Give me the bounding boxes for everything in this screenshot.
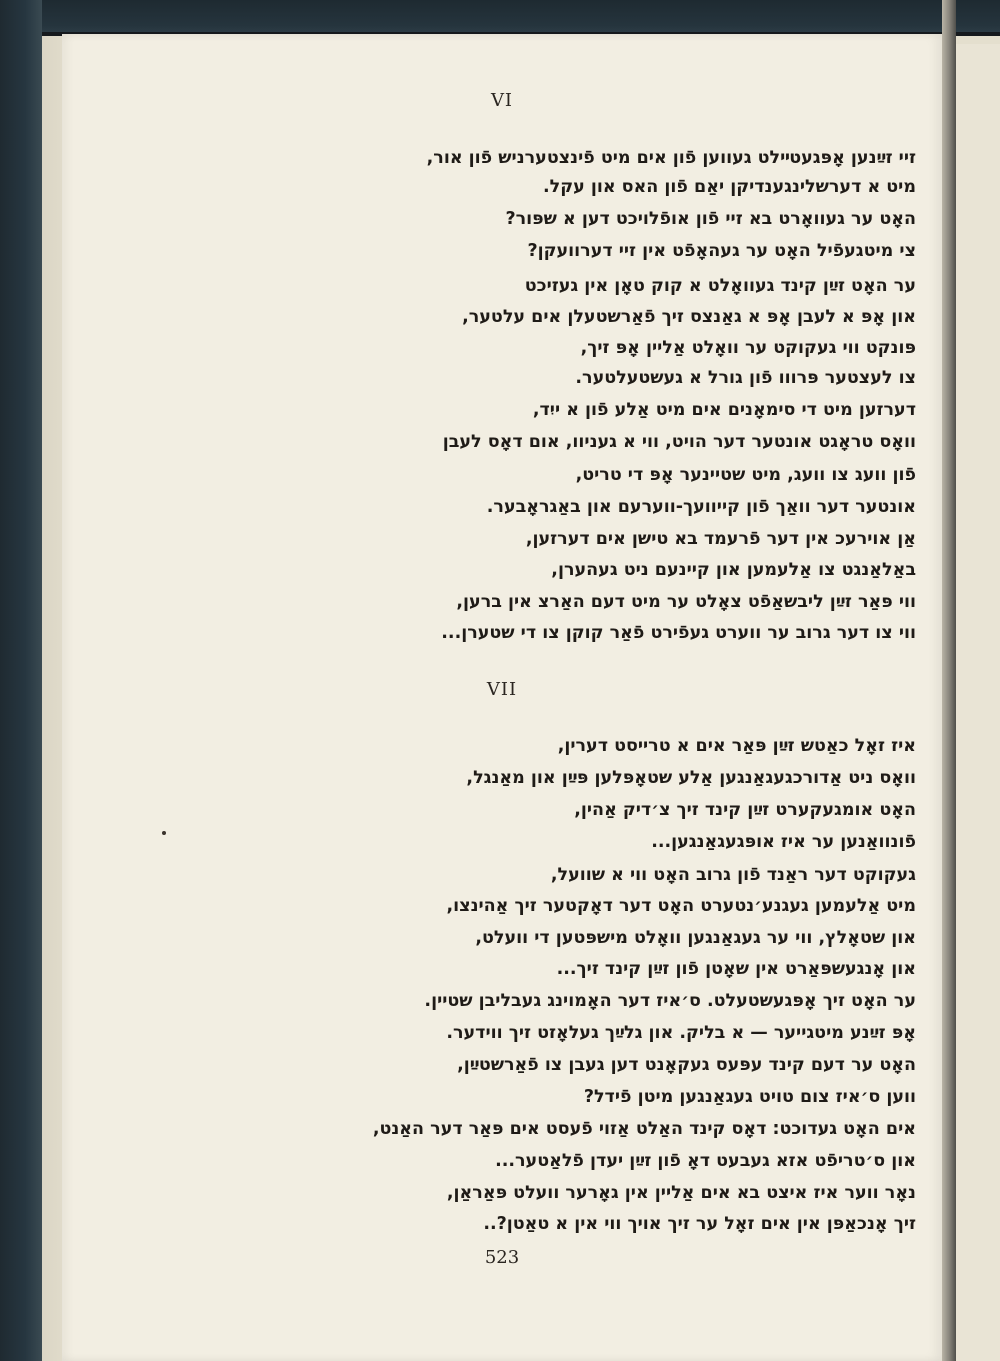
verse-line: אונטער דער וואַך פֿון קייוועך-ווערעם און באַגראָבער.: [486, 497, 916, 517]
verse-line: האָט אומגעקערט זײַן קינד זיך צ׳דיק אַהין,: [574, 800, 916, 820]
verse-line: וואָס טראָגט אונטער דער הויט, ווי א געניוו, אום דאָס לעבן: [442, 432, 916, 452]
page-number: 523: [484, 1247, 520, 1268]
verse-line: האָט ער דעם קינד עפּעס געקאָנט דען געבן צו פֿאַרשטײַן,: [457, 1055, 916, 1075]
facing-page-edge: [956, 44, 1000, 1361]
verse-line: ער האָט זײַן קינד געוואָלט א קוק טאָן אין געזיכט: [524, 276, 916, 296]
verse-line: ווען ס׳איז צום טויט געגאַנגען מיטן פֿידל?: [583, 1087, 916, 1107]
verse-line: צי מיטגעפֿיל האָט ער געהאָפֿט אין זיי דערוועקן?: [527, 241, 916, 261]
section-heading-vii: VII: [486, 679, 518, 700]
book-gutter: [942, 0, 956, 1361]
verse-line: און אָנגעשפּאַרט אין שאָטן פֿון זײַן קינד זיך...: [556, 959, 916, 979]
verse-line: אַן אוירעכ אין דער פֿרעמד בא טישן אים דערזען,: [525, 529, 916, 549]
book-binding: [0, 0, 42, 1361]
section-heading-vi: VI: [490, 90, 514, 111]
verse-line: צו לעצטער פּרווו פֿון גורל א געשטעלטער.: [575, 368, 916, 388]
verse-line: געקוקט דער ראַנד פֿון גרוב האָט ווי א שוועל,: [550, 865, 916, 885]
verse-line: ווי פּאַר זײַן ליבשאַפֿט צאָלט ער מיט דעם האַרצ אין ברען,: [456, 592, 916, 612]
verse-line: אָפּ זײַנע מיטגייער — א בליק. און גלײַך געלאָזט זיך ווידער.: [446, 1023, 916, 1043]
verse-line: האָט ער געוואָרט בא זיי פֿון אופֿלויכט דען א שפּור?: [505, 209, 916, 229]
verse-line: פּונקט ווי געקוקט ער וואָלט אַליין אָפּ זיך,: [580, 338, 916, 358]
verse-line: און אָפּ א לעבן אָפּ א גאַנצס זיך פֿאַרשטעלן אים עלטער,: [462, 307, 916, 327]
verse-line: פֿון וועג צו וועג, מיט שטיינער אָפּ די טריט,: [575, 465, 916, 485]
verse-line: זיי זײַנען אָפּגעטײלט געווען פֿון אים מיט פֿינצטערניש פֿון אור,: [426, 148, 916, 168]
verse-line: דערזען מיט די סימאָנים אים מיט אַלע פֿון א ייִד,: [532, 400, 916, 420]
verse-line: זיך אָנכאַפּן אין אים זאָל ער זיך אויך ווי אין א טאַטן?..: [483, 1214, 916, 1234]
book-cover-top: [42, 0, 1000, 36]
verse-line: און שטאָלץ, ווי ער געגאַנגען וואָלט מישפּטען די וועלט,: [475, 928, 916, 948]
verse-line: מיט אַלעמען געגנע׳נטערט האָט דער דאָקטער זיך אַהינצו,: [446, 896, 916, 916]
verse-line: און ס׳טריפֿט אזא געבעט דאָ פֿון זײַן יעדן פֿלאַטער...: [495, 1151, 916, 1171]
verse-line: באַלאַנגט צו אַלעמען און קיינעם ניט געהערן,: [551, 560, 916, 580]
verse-line: ער האָט זיך אָפּגעשטעלט. ס׳איז דער האָמוינג געבליבן שטיין.: [424, 991, 916, 1011]
verse-line: וואָס ניט אַדורכגעגאַנגען אַלע שטאָפּלען פּײַן און מאַנגל,: [466, 768, 916, 788]
verse-line: אים האָט געדוכט: דאָס קינד האַלט אַזוי פֿעסט אים פּאַר דער האַנט,: [372, 1119, 916, 1139]
verse-line: מיט א דערשלינגענדיקן יאַם פֿון האס און עקל.: [542, 177, 916, 197]
verse-line: ווי צו דער גרוב ער ווערט געפֿירט פֿאַר קוקן צו די שטערן...: [441, 623, 916, 643]
verse-line: פֿונוואַנען ער איז אופּגעגאַנגען...: [651, 832, 916, 852]
verse-line: נאָר ווער איז איצט בא אים אַליין אין גאָרער וועלט פּאַראַן,: [446, 1183, 916, 1203]
ink-speck: [162, 831, 166, 835]
verse-line: איז זאָל כאַטש זײַן פּאַר אים א טרייסט דערין,: [557, 736, 916, 756]
